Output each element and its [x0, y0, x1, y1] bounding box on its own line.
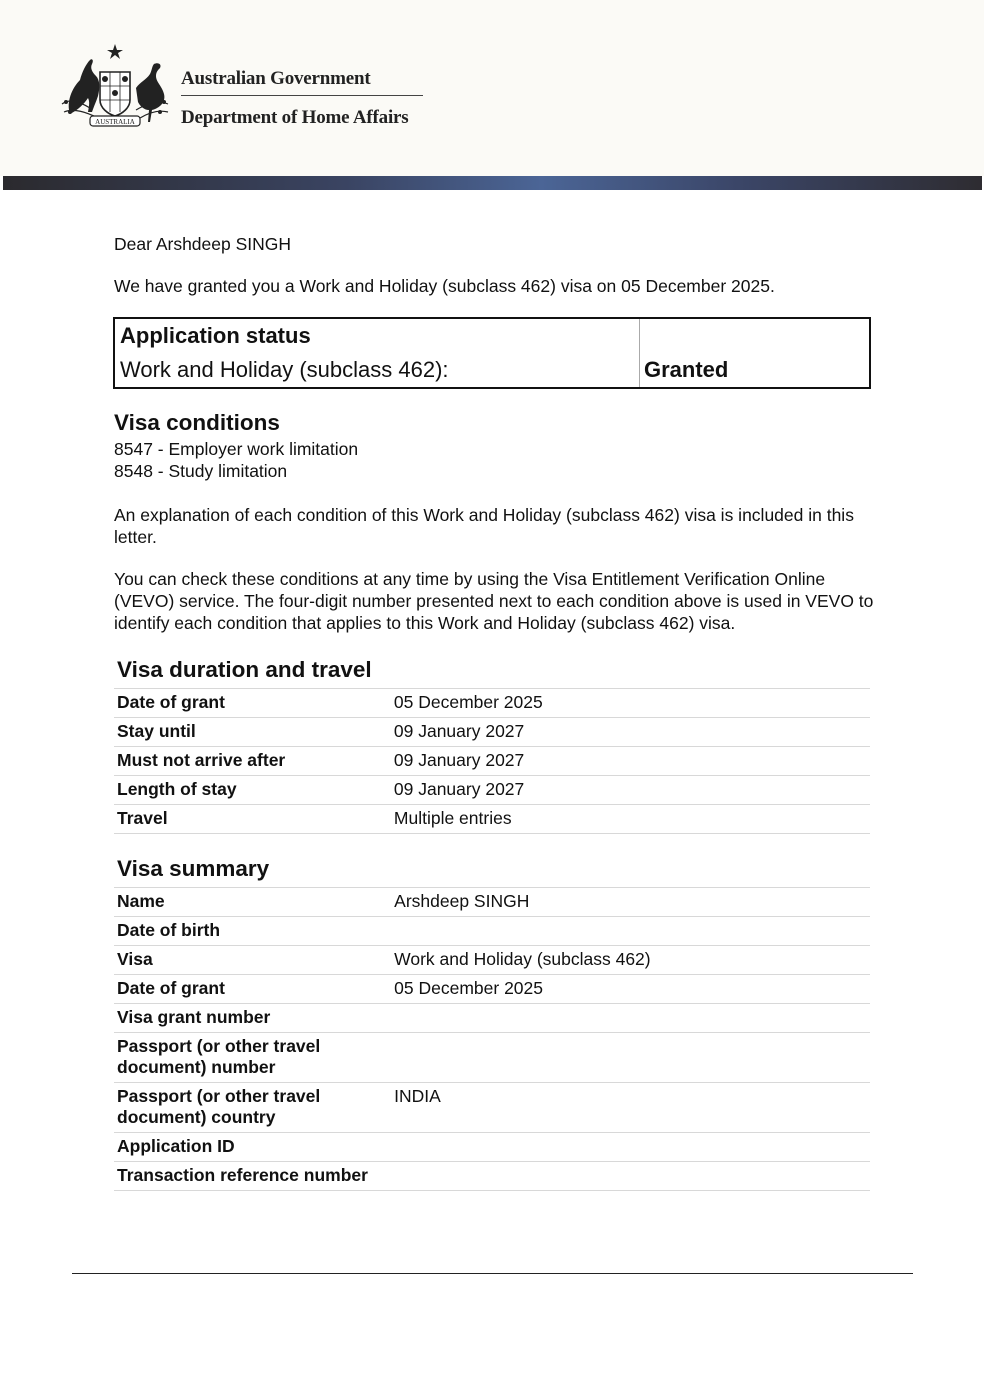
- table-row: [114, 747, 870, 776]
- crest-scroll-text: AUSTRALIA: [95, 118, 135, 126]
- duration-heading: Visa duration and travel: [117, 657, 372, 682]
- row-value: 05 December 2025: [391, 689, 870, 718]
- status-value: Granted: [644, 357, 729, 382]
- row-label: Passport (or other travel document) number: [114, 1033, 391, 1083]
- row-value: Work and Holiday (subclass 462): [391, 946, 870, 975]
- table-row: [114, 776, 870, 805]
- row-label: Application ID: [114, 1133, 391, 1162]
- row-value: INDIA: [391, 1083, 870, 1133]
- row-value: [391, 1033, 870, 1083]
- footer-rule: [72, 1273, 913, 1274]
- row-value: 05 December 2025: [391, 975, 870, 1004]
- row-label: Passport (or other travel document) country: [114, 1083, 391, 1133]
- row-label: Date of grant: [114, 689, 391, 718]
- conditions-explanation: An explanation of each condition of this Work and Holiday (subclass 462) visa is included in this letter.: [114, 505, 854, 547]
- status-divider: [639, 319, 640, 387]
- table-row: [114, 1004, 870, 1033]
- table-row: [114, 917, 870, 946]
- row-value: Multiple entries: [391, 805, 870, 834]
- row-value: 09 January 2027: [391, 776, 870, 805]
- salutation: Dear Arshdeep SINGH: [114, 234, 292, 254]
- application-status-box: [113, 317, 871, 389]
- table-row: [114, 888, 870, 917]
- row-value: [391, 1004, 870, 1033]
- summary-table: [114, 887, 870, 1191]
- table-row: [114, 1162, 870, 1191]
- row-label: Travel: [114, 805, 391, 834]
- summary-heading: Visa summary: [117, 856, 270, 881]
- coat-of-arms-icon: [56, 42, 174, 130]
- table-row: [114, 1033, 870, 1083]
- table-row: [114, 718, 870, 747]
- table-row: [114, 1133, 870, 1162]
- row-value: [391, 917, 870, 946]
- row-label: Date of birth: [114, 917, 391, 946]
- status-label: Work and Holiday (subclass 462):: [120, 357, 449, 382]
- duration-table: [114, 688, 870, 834]
- status-title: Application status: [120, 323, 311, 348]
- grant-statement: We have granted you a Work and Holiday (subclass 462) visa on 05 December 2025.: [114, 276, 775, 296]
- row-label: Date of grant: [114, 975, 391, 1004]
- header-color-bar: [3, 176, 982, 190]
- condition-item: 8548 - Study limitation: [114, 461, 288, 481]
- row-label: Name: [114, 888, 391, 917]
- row-label: Stay until: [114, 718, 391, 747]
- row-label: Visa grant number: [114, 1004, 391, 1033]
- row-value: [391, 1162, 870, 1191]
- row-value: 09 January 2027: [391, 718, 870, 747]
- row-value: Arshdeep SINGH: [391, 888, 870, 917]
- row-label: Must not arrive after: [114, 747, 391, 776]
- row-label: Transaction reference number: [114, 1162, 391, 1191]
- table-row: [114, 946, 870, 975]
- row-label: Visa: [114, 946, 391, 975]
- row-label: Length of stay: [114, 776, 391, 805]
- table-row: [114, 1083, 870, 1133]
- visa-conditions-heading: Visa conditions: [114, 410, 280, 435]
- row-value: 09 January 2027: [391, 747, 870, 776]
- table-row: [114, 975, 870, 1004]
- table-row: [114, 689, 870, 718]
- conditions-list: [114, 438, 358, 482]
- department-name: Department of Home Affairs: [181, 107, 409, 128]
- vevo-note: You can check these conditions at any time by using the Visa Entitlement Verification Online (VEVO) service. The four-digit number presented next to each condition above is used in VEVO to identify each condition that applies to this Work and Holiday (subclass 462) visa.: [114, 569, 874, 633]
- table-row: [114, 805, 870, 834]
- row-value: [391, 1133, 870, 1162]
- condition-item: 8547 - Employer work limitation: [114, 439, 359, 459]
- government-name: Australian Government: [181, 68, 423, 96]
